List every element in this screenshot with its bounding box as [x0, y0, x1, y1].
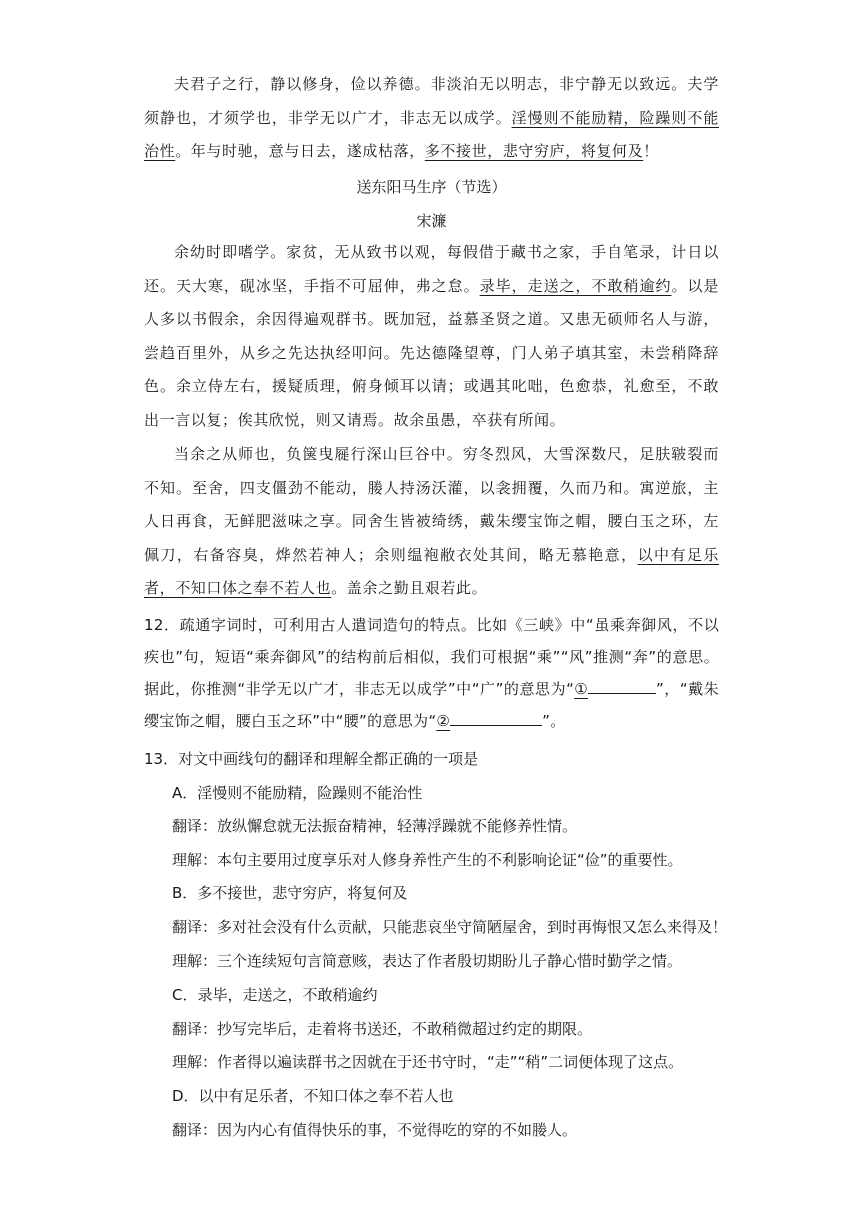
option-a-title[interactable]: A．淫慢则不能励精，险躁则不能治性 — [172, 784, 423, 802]
underlined-sentence: 淫慢则不能励精，险躁则不能治性 — [144, 108, 719, 160]
option-a-translation: 翻译：放纵懈怠就无法振奋精神，轻薄浮躁就不能修养性情。 — [172, 817, 578, 835]
option-c-translation: 翻译：抄写完毕后，走着将书送还，不敢稍微超过约定的期限。 — [172, 1020, 593, 1038]
question-text: 12．疏通字词时，可利用古人遣词造句的特点。比如《三峡》中“虽乘奔御风，不以疾也”句，短语“乘奔御风”的结构前后相似，我们可根据“乘”“风”推测“奔”的意思。据此，你推测“非学无以广才，非志无以成学”中“广”的意思为“ — [144, 616, 719, 698]
underlined-sentence: 录毕，走送之，不敢稍逾约 — [479, 276, 672, 295]
passage-jiezishu — [144, 68, 719, 169]
passage-text: ！ — [643, 142, 659, 160]
passage-text: 余幼时即嗜学。家贫，无从致书以观，每假借于藏书之家，手自笔录，计日以还。天大寒，砚冰坚，手指不可屈伸，弗之怠。 — [144, 243, 719, 295]
passage-text: 当余之从师也，负箧曳屣行深山巨谷中。穷冬烈风，大雪深数尺，足肤皲裂而不知。至舍，四支僵劲不能动，媵人持汤沃灌，以衾拥覆，久而乃和。寓逆旅，主人日再食，无鲜肥滋味之享。同舍生皆被绮绣，戴朱缨宝饰之帽，腰白玉之环，左佩刀，右备容臭，烨然若神人；余则缊袍敝衣处其间，略无慕艳意， — [144, 445, 719, 564]
question-13-stem: 13．对文中画线句的翻译和理解全都正确的一项是 — [144, 750, 479, 768]
passage-text: 。年与时驰，意与日去，遂成枯落， — [175, 142, 425, 160]
passage-title: 送东阳马生序（节选） — [356, 178, 507, 196]
blank-number: ② — [436, 712, 451, 730]
question-text: ”，“戴朱缨宝饰之帽，腰白玉之环”中“腰”的意思为“ — [144, 680, 720, 730]
option-b-understanding: 理解：三个连续短句言简意赅，表达了作者殷切期盼儿子静心惜时勤学之情。 — [172, 952, 683, 970]
option-d-translation: 翻译：因为内心有值得快乐的事，不觉得吃的穿的不如媵人。 — [172, 1121, 578, 1139]
option-b-title[interactable]: B．多不接世，悲守穷庐，将复何及 — [172, 884, 408, 902]
answer-blank-1[interactable] — [574, 673, 656, 705]
option-b-translation: 翻译：多对社会没有什么贡献，只能悲哀坐守简陋屋舍，到时再悔恨又怎么来得及！ — [172, 918, 728, 936]
question-12 — [144, 609, 719, 737]
underlined-sentence: 以中有足乐者，不知口体之奉不若人也 — [144, 545, 719, 597]
passage-paragraph-2 — [144, 438, 719, 606]
underlined-sentence: 多不接世，悲守穷庐，将复何及 — [424, 142, 644, 160]
blank-number: ① — [574, 680, 588, 698]
passage-text: 。以是人多以书假余，余因得遍观群书。既加冠，益慕圣贤之道。又患无硕师名人与游，尝趋百里外，从乡之先达执经叩问。先达德隆望尊，门人弟子填其室，未尝稍降辞色。余立侍左右，援疑质理，俯身倾耳以请；或遇其叱咄，色愈恭，礼愈至，不敢出一言以复；俟其欣悦，则又请焉。故余虽愚，卒获有所闻。 — [144, 276, 720, 429]
passage-paragraph-1 — [144, 236, 719, 437]
option-c-understanding: 理解：作者得以遍读群书之因就在于还书守时，“走”“稍”二词便体现了这点。 — [172, 1053, 684, 1071]
option-c-title[interactable]: C．录毕，走送之，不敢稍逾约 — [172, 986, 378, 1004]
answer-blank-2[interactable] — [436, 705, 542, 737]
passage-text: 。盖余之勤且艰若此。 — [331, 579, 488, 597]
option-a-understanding: 理解：本句主要用过度享乐对人修身养性产生的不利影响论证“俭”的重要性。 — [172, 851, 683, 869]
passage-text: 夫君子之行，静以修身，俭以养德。非淡泊无以明志，非宁静无以致远。夫学须静也，才须学也，非学无以广才，非志无以成学。 — [144, 75, 719, 127]
passage-author: 宋濂 — [416, 212, 447, 230]
option-d-title[interactable]: D．以中有足乐者，不知口体之奉不若人也 — [172, 1087, 454, 1105]
question-text: ”。 — [542, 712, 566, 730]
